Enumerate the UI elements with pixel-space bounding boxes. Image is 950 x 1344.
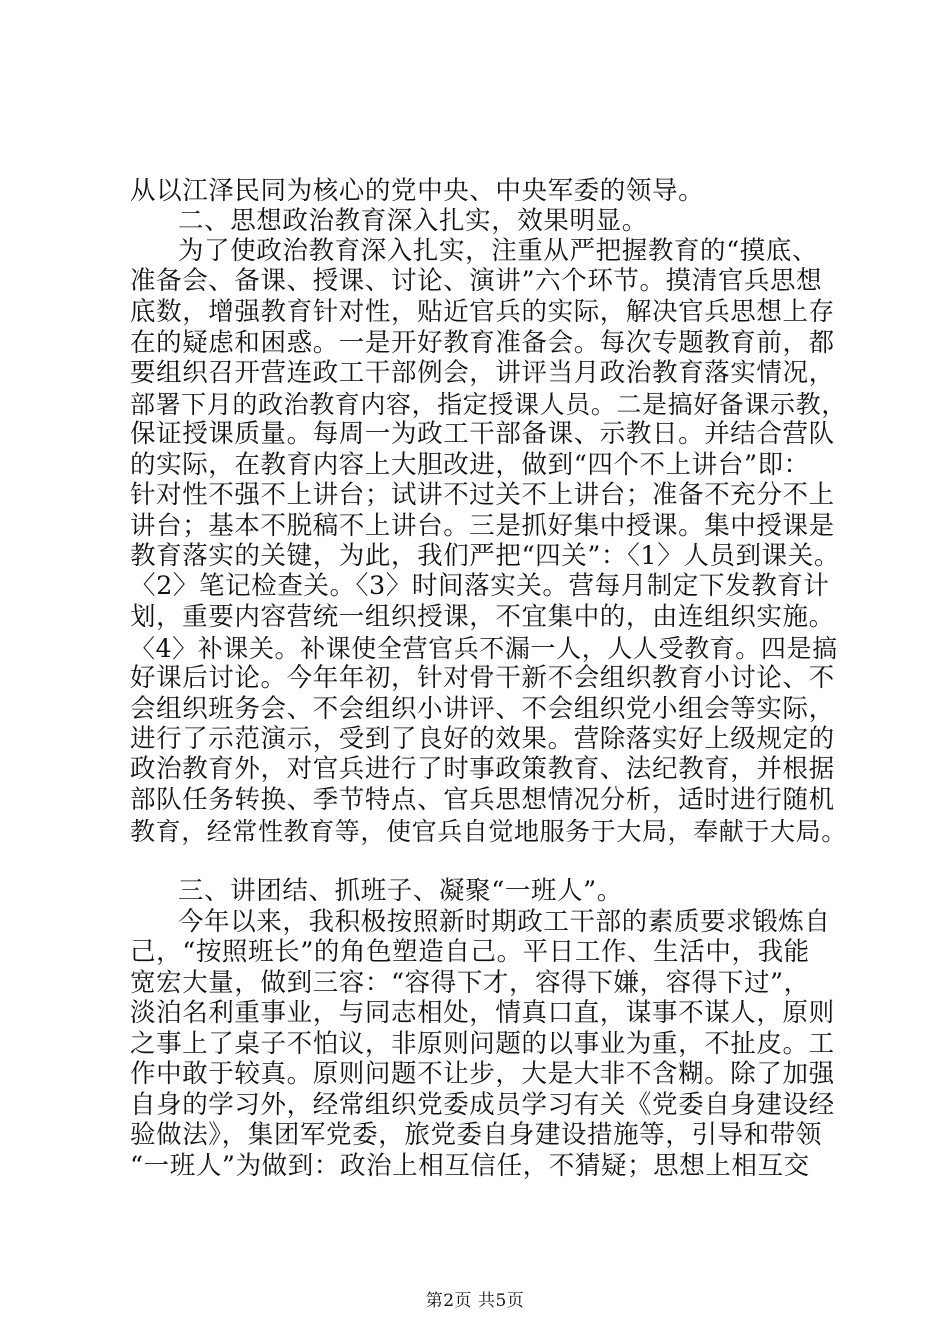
text-line: 讲台；基本不脱稿不上讲台。三是抓好集中授课。集中授课是 xyxy=(130,511,835,541)
text-line: 针对性不强不上讲台；试讲不过关不上讲台；准备不充分不上 xyxy=(130,480,835,510)
text-line: 部署下月的政治教育内容，指定授课人员。二是搞好备课示教， xyxy=(130,390,847,419)
section-heading: 二、思想政治教育深入扎实，效果明显。 xyxy=(178,206,648,236)
text-line: 己，“按照班长”的角色塑造自己。平日工作、生活中，我能 xyxy=(130,937,810,967)
text-line: 准备会、备课、授课、讨论、演讲”六个环节。摸清官兵思想 xyxy=(130,266,823,296)
text-line: 的实际，在教育内容上大胆改进，做到“四个不上讲台”即： xyxy=(130,450,810,480)
text-line: 底数，增强教育针对性，贴近官兵的实际，解决官兵思想上存 xyxy=(130,297,835,327)
section-heading: 三、讲团结、抓班子、凝聚“一班人”。 xyxy=(178,876,623,906)
text-line: 〈4〉补课关。补课使全营官兵不漏一人，人人受教育。四是搞 xyxy=(130,634,838,663)
text-line: 好课后讨论。今年年初，针对骨干新不会组织教育小讨论、不 xyxy=(130,663,835,693)
text-line: 部队任务转换、季节特点、官兵思想情况分析，适时进行随机 xyxy=(130,785,835,815)
page-number: 第2页 共5页 xyxy=(425,1291,525,1311)
text-line: 政治教育外，对官兵进行了时事政策教育、法纪教育，并根据 xyxy=(130,754,835,784)
text-line: 保证授课质量。每周一为政工干部备课、示教日。并结合营队 xyxy=(130,419,835,449)
text-line: 教育，经常性教育等，使官兵自觉地服务于大局，奉献于大局。 xyxy=(130,817,847,846)
text-line: 进行了示范演示，受到了良好的效果。营除落实好上级规定的 xyxy=(130,724,835,754)
text-line: 教育落实的关键，为此，我们严把“四关”：〈1〉人员到课关。 xyxy=(130,541,840,571)
text-line: 从以江泽民同为核心的党中央、中央军委的领导。 xyxy=(130,176,705,206)
text-line: 会组织班务会、不会组织小讲评、不会组织党小组会等实际， xyxy=(130,694,835,724)
text-line: 验做法》，集团军党委，旅党委自身建设措施等，引导和带领 xyxy=(130,1120,822,1150)
text-line: 划，重要内容营统一组织授课，不宜集中的，由连组织实施。 xyxy=(130,602,835,632)
text-line: 今年以来，我积极按照新时期政工干部的素质要求锻炼自 xyxy=(178,907,831,937)
text-line: 要组织召开营连政工干部例会，讲评当月政治教育落实情况， xyxy=(130,358,835,388)
text-line: 宽宏大量，做到三容：“容得下才，容得下嫌，容得下过”， xyxy=(130,968,810,998)
text-line: 〈2〉笔记检查关。〈3〉时间落实关。营每月制定下发教育计 xyxy=(130,571,830,601)
text-line: 在的疑虑和困惑。一是开好教育准备会。每次专题教育前，都 xyxy=(130,328,835,358)
text-line: “一班人”为做到：政治上相互信任，不猜疑；思想上相互交 xyxy=(130,1151,810,1181)
text-line: 之事上了桌子不怕议，非原则问题的以事业为重，不扯皮。工 xyxy=(130,1029,835,1059)
text-line: 作中敢于较真。原则问题不让步，大是大非不含糊。除了加强 xyxy=(130,1059,835,1089)
text-line: 为了使政治教育深入扎实，注重从严把握教育的“摸底、 xyxy=(178,236,819,266)
text-line: 自身的学习外，经常组织党委成员学习有关《党委自身建设经 xyxy=(130,1090,835,1120)
text-line: 淡泊名利重事业，与同志相处，情真口直，谋事不谋人，原则 xyxy=(130,998,835,1028)
